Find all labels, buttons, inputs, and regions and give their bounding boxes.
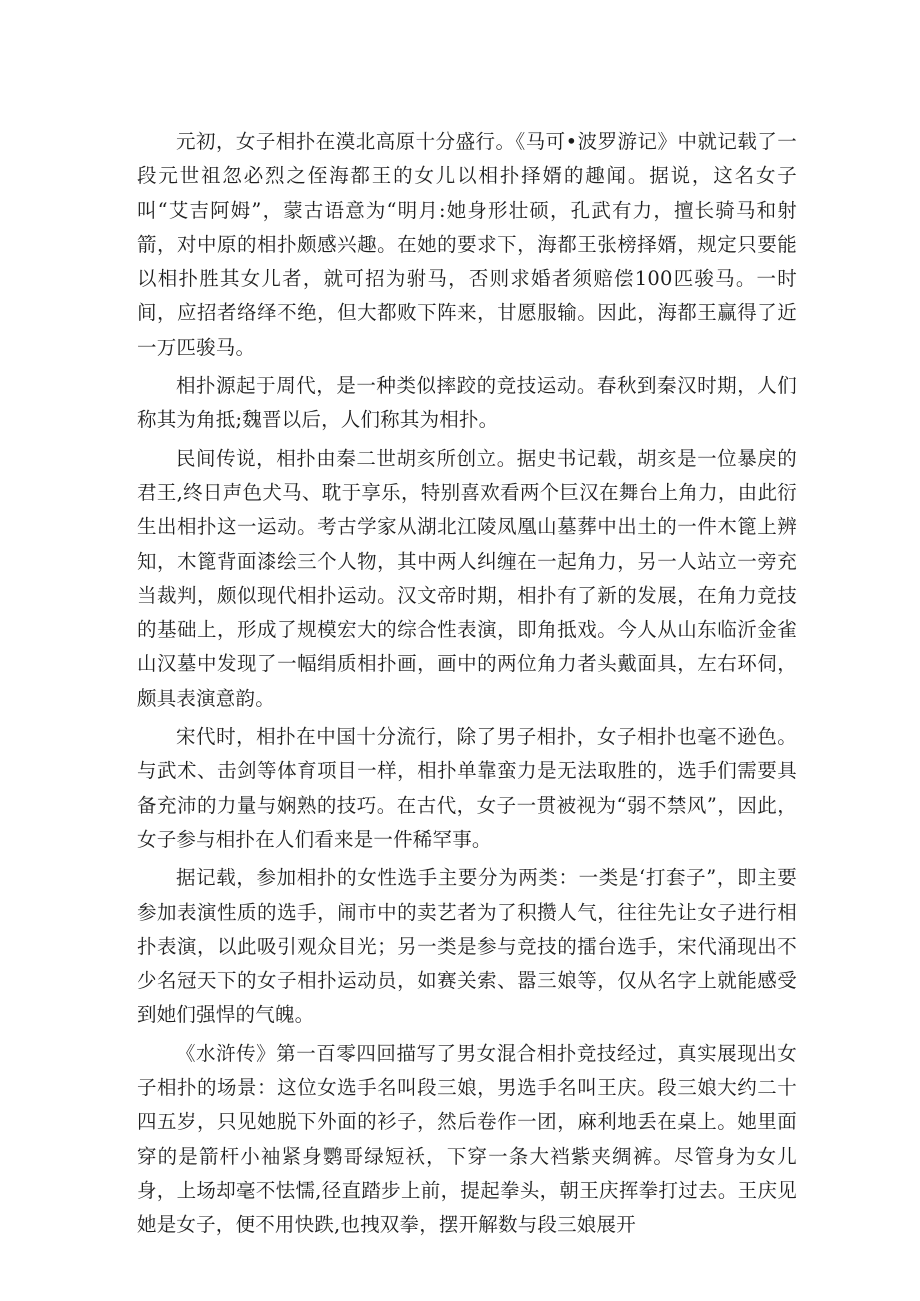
paragraph: 据记载，参加相扑的女性选手主要分为两类：一类是‘打套子”，即主要参加表演性质的选手，闹市中的卖艺者为了积攒人气，往往先让女子进行相扑表演，以此吸引观众目光；另一类是参与竞技的擂台选手，宋代涌现出不少名冠天下的女子相扑运动员，如赛关索、嚣三娘等，仅从名字上就能感受到她们强悍的气魄。	[137, 866, 797, 1027]
paragraph: 元初，女子相扑在漠北高原十分盛行。《马可•波罗游记》中就记载了一段元世祖忽必烈之侄海都王的女儿以相扑择婿的趣闻。据说，这名女子叫“艾吉阿姆”，蒙古语意为“明月:她身形壮硕，孔武有力，擅长骑马和射箭，对中原的相扑颇感兴趣。在她的要求下，海都王张榜择婿，规定只要能以相扑胜其女儿者，就可招为驸马，否则求婚者须赔偿100匹骏马。一时间，应招者络绎不绝，但大都败下阵来，甘愿服输。因此，海都王赢得了近一万匹骏马。	[137, 130, 797, 359]
paragraph: 相扑源起于周代，是一种类似摔跤的竞技运动。春秋到秦汉时期，人们称其为角抵;魏晋以后，人们称其为相扑。	[137, 374, 797, 432]
document-body	[137, 125, 797, 1243]
paragraph: 宋代时，相扑在中国十分流行，除了男子相扑，女子相扑也毫不逊色。与武术、击剑等体育项目一样，相扑单靠蛮力是无法取胜的，选手们需要具备充沛的力量与娴熟的技巧。在古代，女子一贯被视为“弱不禁风”，因此，女子参与相扑在人们看来是一件稀罕事。	[137, 725, 797, 851]
paragraph: 《水浒传》第一百零四回描写了男女混合相扑竞技经过，真实展现出女子相扑的场景：这位女选手名叫段三娘，男选手名叫王庆。段三娘大约二十四五岁，只见她脱下外面的衫子，然后卷作一团，麻利地丢在桌上。她里面穿的是箭杆小袖紧身鹦哥绿短袄，下穿一条大裆紫夹绸裤。尽管身为女儿身，上场却毫不怯懦,径直踏步上前，提起拳头，朝王庆挥拳打过去。王庆见她是女子，便不用快跌,也拽双拳，摆开解数与段三娘展开	[137, 1041, 797, 1237]
paragraph: 民间传说，相扑由秦二世胡亥所创立。据史书记载，胡亥是一位暴戾的君王,终日声色犬马、耽于享乐，特别喜欢看两个巨汉在舞台上角力，由此衍生出相扑这一运动。考古学家从湖北江陵凤凰山墓葬中出土的一件木篦上辨知，木篦背面漆绘三个人物，其中两人纠缠在一起角力，另一人站立一旁充当裁判，颇似现代相扑运动。汉文帝时期，相扑有了新的发展，在角力竞技的基础上，形成了规模宏大的综合性表演，即角抵戏。今人从山东临沂金雀山汉墓中发现了一幅绢质相扑画，画中的两位角力者头戴面具，左右环伺，颇具表演意韵。	[137, 446, 797, 710]
